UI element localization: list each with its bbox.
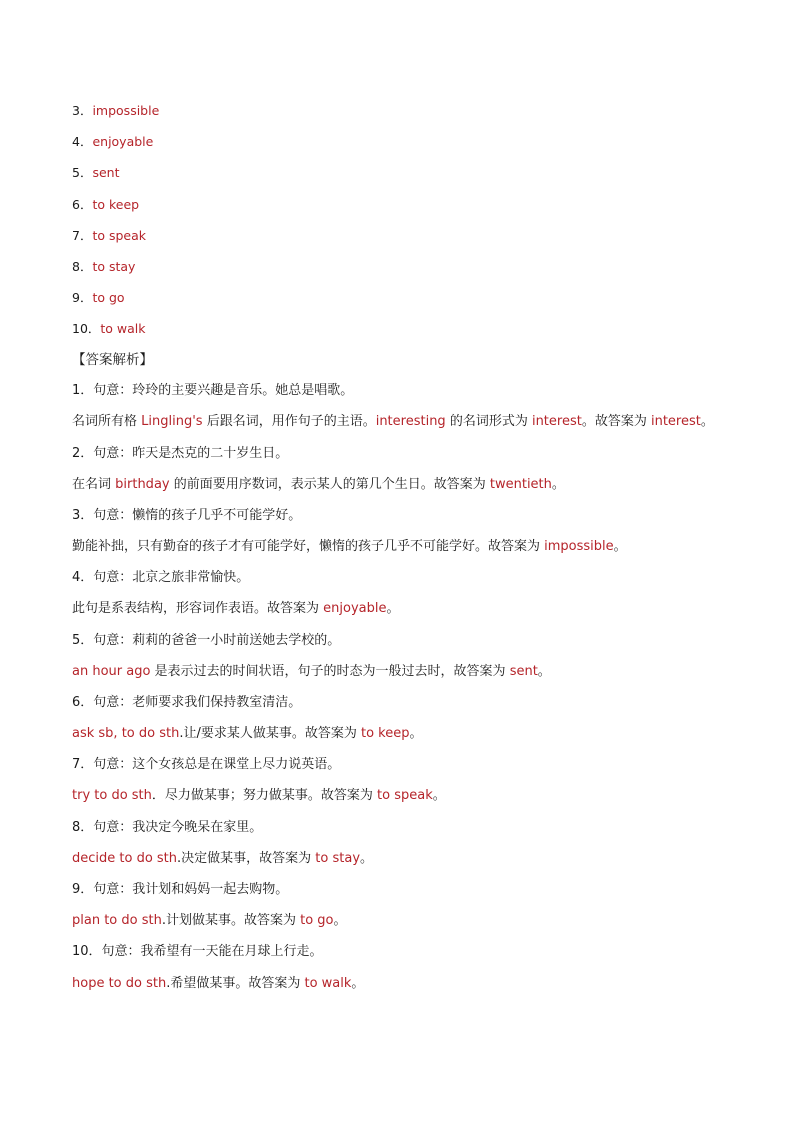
explanation-text: 后跟名词，用作句子的主语。 <box>202 414 376 429</box>
explanation-text: 。 <box>537 664 551 679</box>
answer-number: 7． <box>72 228 93 243</box>
answer-text: to keep <box>92 197 140 212</box>
explanation-text: 在名词 <box>72 477 116 492</box>
highlighted-term: impossible <box>544 539 614 554</box>
explanation-text: ．尽力做某事；努力做某事。故答案为 <box>151 788 378 803</box>
highlighted-term: enjoyable <box>323 601 387 616</box>
highlighted-term: interesting <box>375 414 446 429</box>
explanation-text: 。 <box>551 477 565 492</box>
answer-text: to walk <box>100 321 146 336</box>
highlighted-term: sent <box>509 664 538 679</box>
explanation-body <box>72 538 627 556</box>
explanation-text: 的前面要用序数词，表示某人的第几个生日。故答案为 <box>169 477 490 492</box>
answer-text: sent <box>92 165 120 180</box>
explanation-text: .希望做某事。故答案为 <box>166 976 305 991</box>
explanation-title: 1．句意：玲玲的主要兴趣是音乐。她总是唱歌。 <box>72 383 354 398</box>
answer-item <box>72 196 139 214</box>
explanation-title: 6．句意：老师要求我们保持教室清洁。 <box>72 695 302 710</box>
explanation-text: 。 <box>613 539 627 554</box>
answer-number: 5． <box>72 165 93 180</box>
explanation-text: 。故答案为 <box>581 414 651 429</box>
answer-item <box>72 227 146 245</box>
explanation-text: 名词所有格 <box>72 414 142 429</box>
highlighted-term: to stay <box>315 851 361 866</box>
explanation-body <box>72 850 373 868</box>
section-heading: 【答案解析】 <box>72 352 153 368</box>
explanation-title: 7．句意：这个女孩总是在课堂上尽力说英语。 <box>72 757 341 772</box>
explanation-body <box>72 413 714 431</box>
answer-item <box>72 289 125 307</box>
answer-number: 8． <box>72 259 93 274</box>
explanation-text: 是表示过去的时间状语，句子的时态为一般过去时，故答案为 <box>150 664 510 679</box>
answer-item <box>72 164 119 182</box>
explanation-title: 3．句意：懒惰的孩子几乎不可能学好。 <box>72 508 302 523</box>
document-page <box>72 0 732 1123</box>
explanation-body <box>72 600 399 618</box>
explanation-text: 。 <box>351 976 365 991</box>
explanation-body <box>72 476 565 494</box>
explanation-title: 4．句意：北京之旅非常愉快。 <box>72 570 250 585</box>
explanation-title: 10．句意：我希望有一天能在月球上行走。 <box>72 944 323 959</box>
explanation-title: 2．句意：昨天是杰克的二十岁生日。 <box>72 446 289 461</box>
explanation-title: 9．句意：我计划和妈妈一起去购物。 <box>72 882 289 897</box>
answer-number: 10． <box>72 321 101 336</box>
highlighted-term: ask sb, to do sth <box>72 726 180 741</box>
answer-item <box>72 258 135 276</box>
explanation-body <box>72 787 446 805</box>
answer-number: 3． <box>72 103 93 118</box>
answer-text: to stay <box>92 259 136 274</box>
explanation-text: 勤能补拙，只有勤奋的孩子才有可能学好，懒惰的孩子几乎不可能学好。故答案为 <box>72 539 545 554</box>
answer-text: enjoyable <box>92 134 154 149</box>
highlighted-term: to speak <box>377 788 433 803</box>
answer-item <box>72 320 146 338</box>
highlighted-term: interest <box>531 414 582 429</box>
highlighted-term: hope to do sth <box>72 976 167 991</box>
answer-text: impossible <box>92 103 160 118</box>
explanation-text: 。 <box>360 851 374 866</box>
explanation-text: .决定做某事，故答案为 <box>177 851 316 866</box>
explanation-text: 。 <box>386 601 400 616</box>
explanation-title: 5．句意：莉莉的爸爸一小时前送她去学校的。 <box>72 633 341 648</box>
answer-text: to go <box>92 290 125 305</box>
highlighted-term: to keep <box>360 726 410 741</box>
answer-number: 6． <box>72 197 93 212</box>
explanation-body <box>72 912 347 930</box>
explanation-text: 。 <box>432 788 446 803</box>
highlighted-term: to walk <box>304 976 352 991</box>
highlighted-term: interest <box>650 414 701 429</box>
explanation-text: 。 <box>333 913 347 928</box>
highlighted-term: try to do sth <box>72 788 152 803</box>
highlighted-term: twentieth <box>489 477 552 492</box>
answer-number: 9． <box>72 290 93 305</box>
answer-item <box>72 133 153 151</box>
explanation-text: 的名词形式为 <box>445 414 532 429</box>
answer-text: to speak <box>92 228 147 243</box>
explanation-text: 。 <box>409 726 423 741</box>
highlighted-term: birthday <box>115 477 170 492</box>
highlighted-term: to go <box>300 913 334 928</box>
answer-number: 4． <box>72 134 93 149</box>
explanation-body <box>72 975 364 993</box>
explanation-text: .计划做某事。故答案为 <box>161 913 301 928</box>
explanation-text: 此句是系表结构，形容词作表语。故答案为 <box>72 601 324 616</box>
highlighted-term: Lingling's <box>141 414 203 429</box>
explanation-body <box>72 663 551 681</box>
explanation-text: .让/要求某人做某事。故答案为 <box>179 726 361 741</box>
answer-item <box>72 102 159 120</box>
highlighted-term: plan to do sth <box>72 913 162 928</box>
explanation-text: 。 <box>700 414 714 429</box>
explanation-body <box>72 725 423 743</box>
explanation-title: 8．句意：我决定今晚呆在家里。 <box>72 820 263 835</box>
highlighted-term: an hour ago <box>72 664 151 679</box>
highlighted-term: decide to do sth <box>72 851 178 866</box>
